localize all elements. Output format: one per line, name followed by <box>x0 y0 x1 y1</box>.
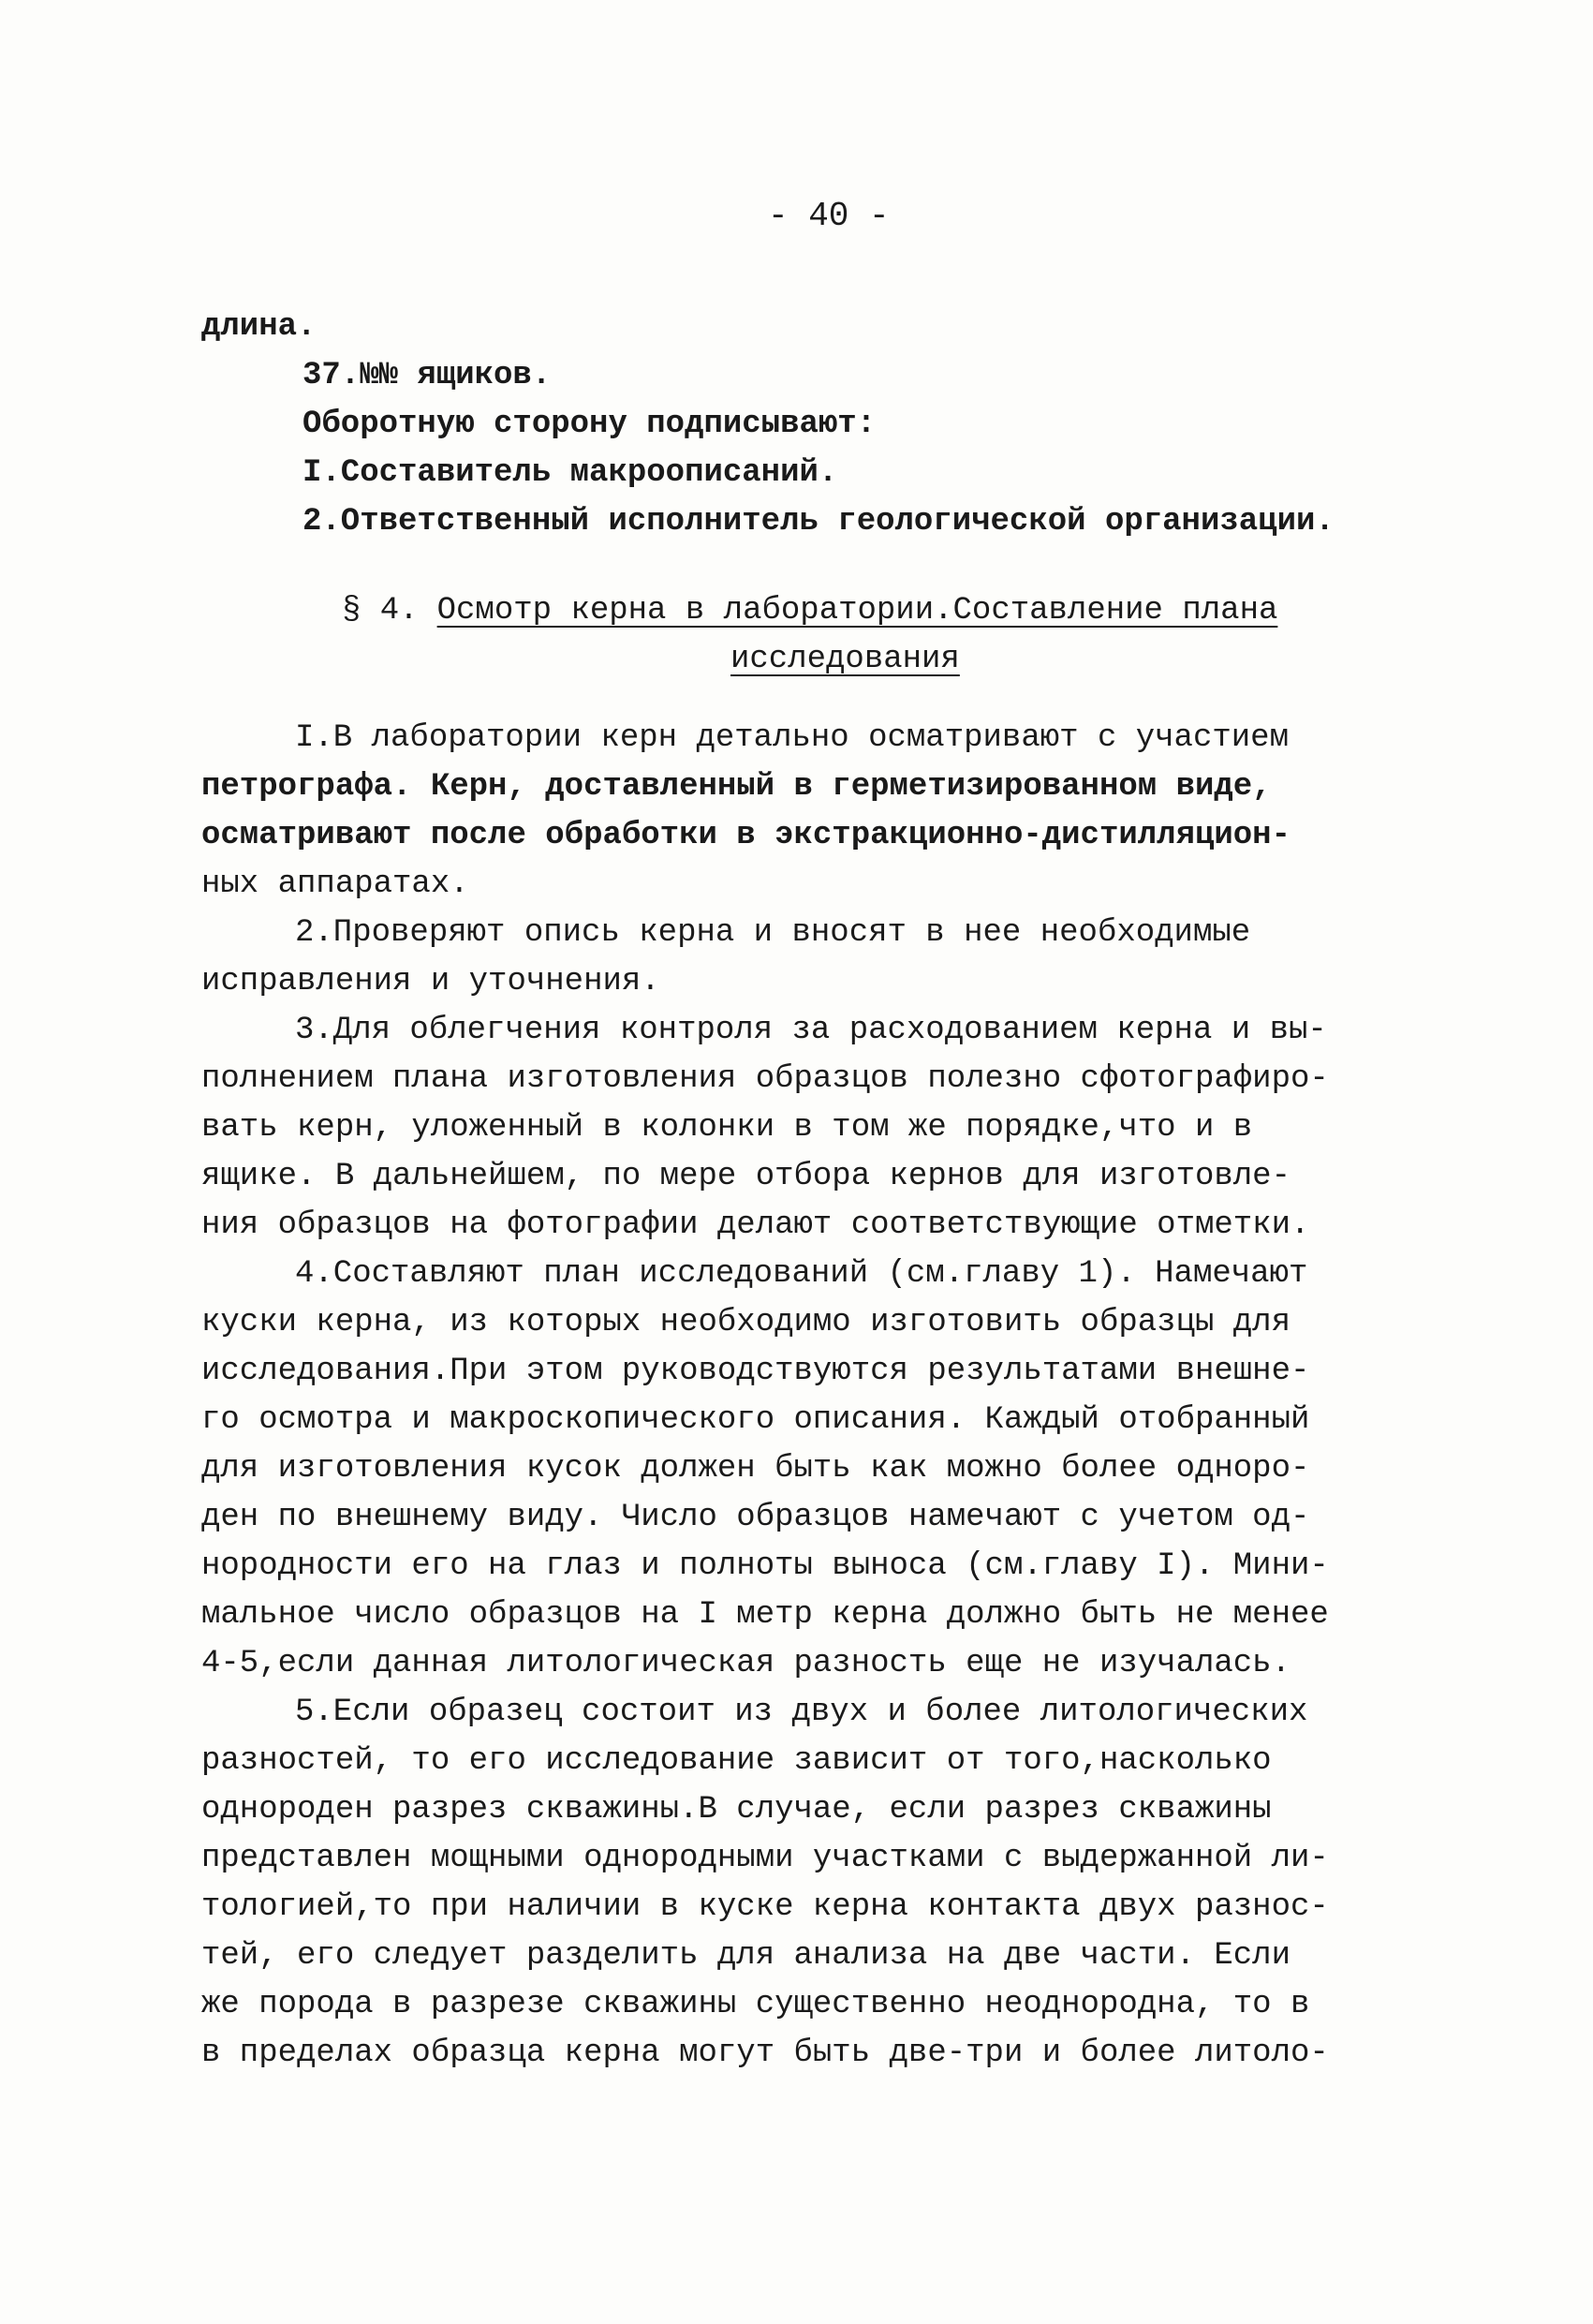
paragraph-line: 4.Составляют план исследований (см.главу 1). Намечают <box>295 1256 1308 1292</box>
intro-line-2: Оборотную сторону подписывают: <box>302 407 877 442</box>
paragraph-line: ных аппаратах. <box>201 866 469 902</box>
intro-line-4: 2.Ответственный исполнитель геологической организации. <box>302 504 1335 540</box>
intro-list <box>201 303 1419 546</box>
intro-line-3: I.Составитель макроописаний. <box>302 455 838 491</box>
intro-line-1: 37.№№ ящиков. <box>302 358 552 393</box>
paragraph-line: петрографа. Керн, доставленный в герметизированном виде, <box>201 769 1272 805</box>
paragraph-line: тей, его следует разделить для анализа на две части. Если <box>201 1938 1291 1974</box>
paragraph-line: 2.Проверяют опись керна и вносят в нее необходимые <box>295 915 1251 951</box>
paragraph-line: тологией,то при наличии в куске керна контакта двух разнос- <box>201 1889 1329 1925</box>
paragraph-5 <box>201 1688 1419 2078</box>
paragraph-line: го осмотра и макроскопического описания. Каждый отобранный <box>201 1402 1310 1438</box>
paragraph-4 <box>201 1250 1419 1688</box>
paragraph-line: однороден разрез скважины.В случае, если разрез скважины <box>201 1792 1272 1828</box>
paragraph-3 <box>201 1006 1419 1250</box>
paragraph-line: исправления и уточнения. <box>201 964 660 999</box>
section-mark: § 4. <box>342 593 419 629</box>
section-title-line-2: исследования <box>730 642 960 677</box>
paragraph-2 <box>201 909 1419 1006</box>
intro-line-0: длина. <box>201 309 317 345</box>
paragraph-line: же порода в разрезе скважины существенно неоднородна, то в <box>201 1987 1310 2022</box>
paragraph-line: вать керн, уложенный в колонки в том же порядке,что и в <box>201 1110 1253 1146</box>
paragraph-line: исследования.При этом руководствуются результатами внешне- <box>201 1354 1310 1389</box>
paragraph-line: осматривают после обработки в экстракционно-дистилляцион- <box>201 818 1291 853</box>
paragraph-line: полнением плана изготовления образцов полезно сфотографиро- <box>201 1061 1329 1097</box>
paragraph-line: нородности его на глаз и полноты выноса (см.главу I). Мини- <box>201 1548 1329 1584</box>
paragraph-line: куски керна, из которых необходимо изготовить образцы для <box>201 1305 1291 1340</box>
paragraph-line: I.В лаборатории керн детально осматривают с участием <box>295 720 1289 756</box>
paragraph-line: представлен мощными однородными участками с выдержанной ли- <box>201 1841 1329 1876</box>
paragraph-line: мальное число образцов на I метр керна должно быть не менее <box>201 1597 1329 1633</box>
page-number: - 40 - <box>768 197 890 235</box>
paragraph-line: ящике. В дальнейшем, по мере отбора кернов для изготовле- <box>201 1159 1291 1194</box>
paragraph-line: 4-5,если данная литологическая разность еще не изучалась. <box>201 1646 1291 1681</box>
paragraph-line: в пределах образца керна могут быть две-три и более литоло- <box>201 2035 1329 2071</box>
paragraph-line: 5.Если образец состоит из двух и более литологических <box>295 1695 1308 1730</box>
section-heading <box>342 586 1372 684</box>
paragraph-line: ния образцов на фотографии делают соответствующие отметки. <box>201 1207 1310 1243</box>
section-title-line-1: Осмотр керна в лаборатории.Составление плана <box>436 593 1278 629</box>
paragraph-line: для изготовления кусок должен быть как можно более одноро- <box>201 1451 1310 1487</box>
paragraph-line: ден по внешнему виду. Число образцов намечают с учетом од- <box>201 1500 1310 1535</box>
paragraph-line: разностей, то его исследование зависит от того,насколько <box>201 1743 1272 1779</box>
body-text <box>201 714 1419 2078</box>
paragraph-1 <box>201 714 1419 909</box>
paragraph-line: 3.Для облегчения контроля за расходованием керна и вы- <box>295 1013 1327 1048</box>
